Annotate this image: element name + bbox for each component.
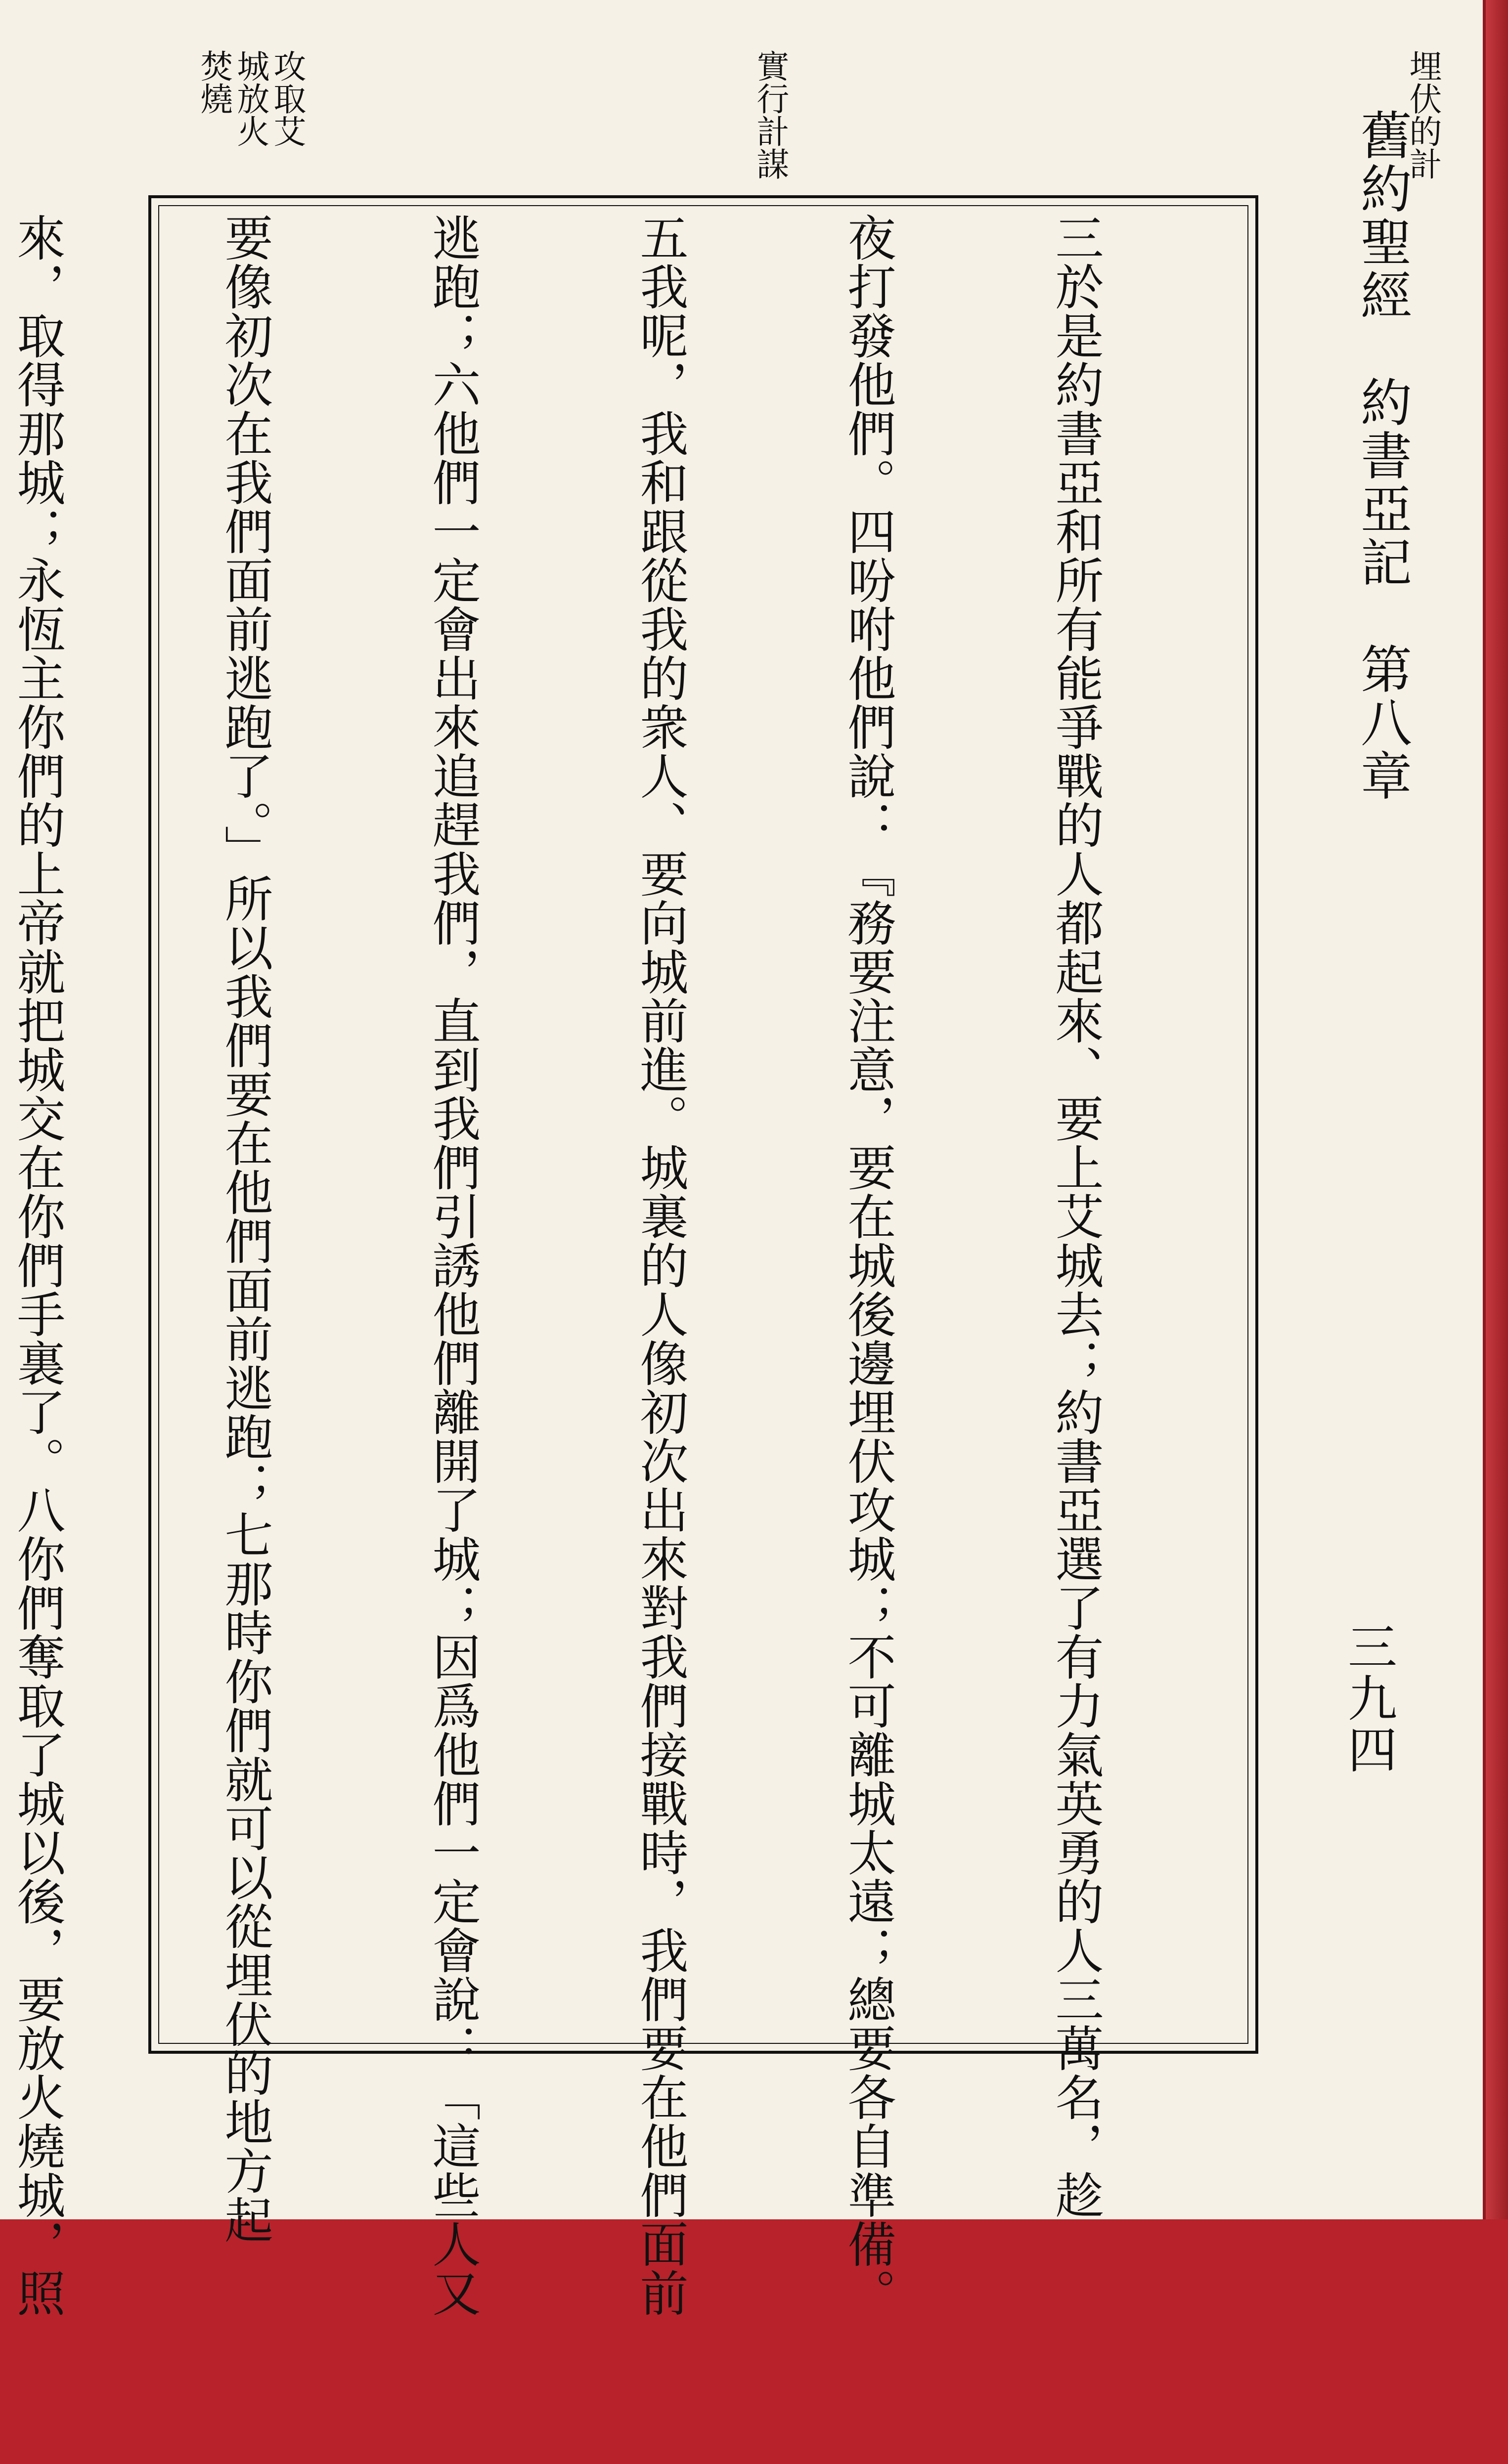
side-note-ambush: 埋伏的計: [1404, 49, 1442, 180]
text-column: 三於是約書亞和所有能爭戰的人都起來、要上艾城去；約書亞選了有力氣英勇的人三萬名，趁: [1047, 213, 1104, 2219]
text-column: 逃跑；六他們一定會出來追趕我們，直到我們引誘他們離開了城；因爲他們一定會說：「這些人又: [424, 213, 481, 2317]
side-note-plan: 實行計謀: [751, 49, 789, 180]
text-frame: [9, 195, 1258, 2317]
running-title: 舊約聖經 約書亞記 第八章: [1352, 109, 1412, 803]
text-column: 來，取得那城；永恆主你們的上帝就把城交在你們手裏了。八你們奪取了城以後，要放火燒城，照: [9, 213, 65, 2317]
page-number: 三九四: [1339, 1621, 1397, 1775]
text-column: 要像初次在我們面前逃跑了。」所以我們要在他們面前逃跑；七那時你們就可以從埋伏的地方起: [217, 213, 273, 2244]
text-column: 五我呢，我和跟從我的衆人、要向城前進。城裏的人像初次出來對我們接戰時，我們要在他們面前: [632, 213, 688, 2317]
side-note-capture: 攻取艾城放火焚燒: [194, 49, 306, 147]
scripture-body: [0, 213, 1248, 2317]
book-edge: [1486, 0, 1508, 2219]
text-column: 夜打發他們。四吩咐他們說：『務要注意，要在城後邊埋伏攻城；不可離城太遠；總要各自準備。: [840, 213, 896, 2317]
